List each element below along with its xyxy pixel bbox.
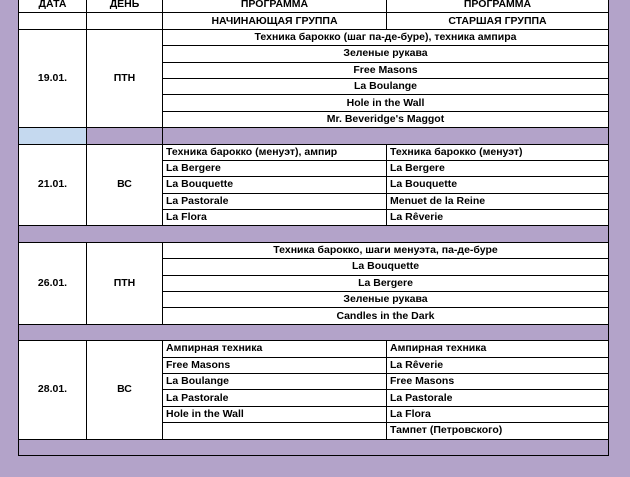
- beginner-item: La Bergere: [163, 160, 387, 176]
- senior-item: Ампирная техника: [387, 341, 609, 357]
- beginner-item: Hole in the Wall: [163, 406, 387, 422]
- senior-item: La Bergere: [387, 160, 609, 176]
- separator-cell: [163, 128, 609, 144]
- program-item: Mr. Beveridge's Maggot: [163, 111, 609, 127]
- senior-item: La Pastorale: [387, 390, 609, 406]
- senior-item: La Flora: [387, 406, 609, 422]
- beginner-item: La Pastorale: [163, 390, 387, 406]
- program-item: Техника барокко (шаг па-де-буре), техника ампира: [163, 29, 609, 45]
- senior-item: La Bouquette: [387, 177, 609, 193]
- program-item: Техника барокко, шаги менуэта, па-де-буре: [163, 242, 609, 258]
- date-cell: 28.01.: [19, 341, 87, 439]
- header-blank: [87, 13, 163, 29]
- program-item: Free Masons: [163, 62, 609, 78]
- table-row: [19, 242, 609, 258]
- program-item: La Boulange: [163, 78, 609, 94]
- beginner-group-header: НАЧИНАЮЩАЯ ГРУППА: [163, 13, 387, 29]
- program-item: Hole in the Wall: [163, 95, 609, 111]
- senior-item: Menuet de la Reine: [387, 193, 609, 209]
- group-header-row: [19, 13, 609, 29]
- program-item: Зеленые рукава: [163, 292, 609, 308]
- separator-cell: [19, 324, 609, 340]
- date-cell: 26.01.: [19, 242, 87, 324]
- senior-group-header: СТАРШАЯ ГРУППА: [387, 13, 609, 29]
- day-cell: ВС: [87, 144, 163, 226]
- date-column-header: ДАТА: [19, 0, 87, 13]
- separator-row: [19, 128, 609, 144]
- separator-cell: [19, 226, 609, 242]
- beginner-item: [163, 423, 387, 439]
- beginner-item: Ампирная техника: [163, 341, 387, 357]
- table-row: [19, 144, 609, 160]
- separator-row: [19, 439, 609, 455]
- beginner-item: La Bouquette: [163, 177, 387, 193]
- senior-item: Техника барокко (менуэт): [387, 144, 609, 160]
- date-cell: 19.01.: [19, 29, 87, 127]
- date-cell: 21.01.: [19, 144, 87, 226]
- program-item: La Bergere: [163, 275, 609, 291]
- senior-item: Тампет (Петровского): [387, 423, 609, 439]
- separator-cell: [19, 128, 87, 144]
- beginner-item: La Pastorale: [163, 193, 387, 209]
- beginner-item: La Flora: [163, 210, 387, 226]
- beginner-item: Free Masons: [163, 357, 387, 373]
- senior-item: Free Masons: [387, 373, 609, 389]
- day-cell: ПТН: [87, 242, 163, 324]
- separator-cell: [19, 439, 609, 455]
- separator-cell: [87, 128, 163, 144]
- separator-row: [19, 324, 609, 340]
- program-column-header-senior: ПРОГРАММА: [387, 0, 609, 13]
- senior-item: La Rêverie: [387, 210, 609, 226]
- day-column-header: ДЕНЬ: [87, 0, 163, 13]
- table-row: [19, 341, 609, 357]
- schedule-table: [18, 0, 609, 456]
- day-cell: ВС: [87, 341, 163, 439]
- senior-item: La Rêverie: [387, 357, 609, 373]
- day-cell: ПТН: [87, 29, 163, 127]
- beginner-item: La Boulange: [163, 373, 387, 389]
- beginner-item: Техника барокко (менуэт), ампир: [163, 144, 387, 160]
- program-column-header-beginner: ПРОГРАММА: [163, 0, 387, 13]
- separator-row: [19, 226, 609, 242]
- program-item: Candles in the Dark: [163, 308, 609, 324]
- header-row: [19, 0, 609, 13]
- table-row: [19, 29, 609, 45]
- program-item: La Bouquette: [163, 259, 609, 275]
- header-blank: [19, 13, 87, 29]
- program-item: Зеленые рукава: [163, 46, 609, 62]
